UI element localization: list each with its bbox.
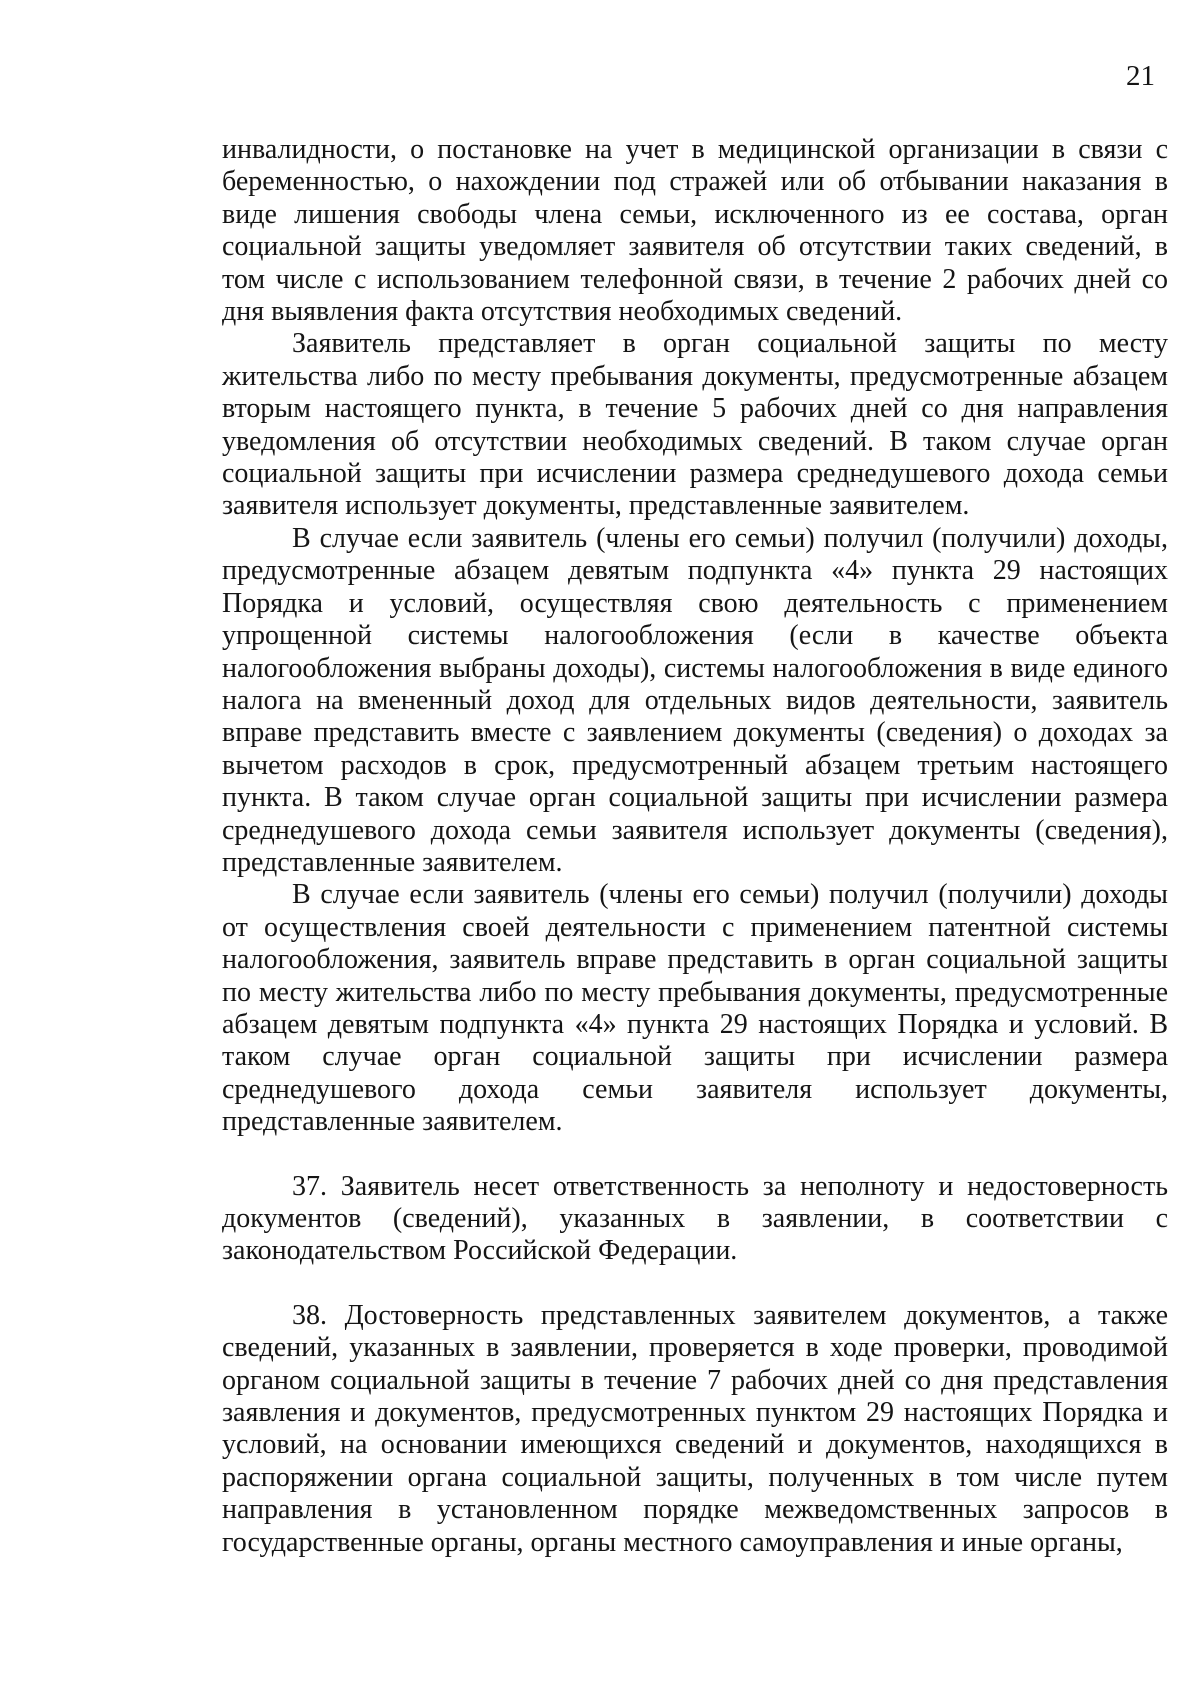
paragraph-patent-taxation: В случае если заявитель (члены его семьи) получил (получили) доходы от осуществления своей деятельности с применением патентной системы налогообложения, заявитель вправе представить в орган социальной защиты по месту жительства либо по месту пребывания документы, предусмотренные абзацем девятым подпункта «4» пункта 29 настоящих Порядка и условий. В таком случае орган социальной защиты при исчислении размера среднедушевого дохода семьи заявителя использует документы, представленные заявителем. <box>222 879 1168 1138</box>
paragraph-continuation: инвалидности, о постановке на учет в медицинской организации в связи с беременностью, о нахождении под стражей или об отбывании наказания в виде лишения свободы члена семьи, исключенного из ее состава, орган социальной защиты уведомляет заявителя об отсутствии таких сведений, в том числе с использованием телефонной связи, в течение 2 рабочих дней со дня выявления факта отсутствия необходимых сведений. <box>222 134 1168 328</box>
paragraph-simplified-taxation: В случае если заявитель (члены его семьи) получил (получили) доходы, предусмотренные абзацем девятым подпункта «4» пункта 29 настоящих Порядка и условий, осуществляя свою деятельность с применением упрощенной системы налогообложения (если в качестве объекта налогообложения выбраны доходы), системы налогообложения в виде единого налога на вмененный доход для отдельных видов деятельности, заявитель вправе представить вместе с заявлением документы (сведения) о доходах за вычетом расходов в срок, предусмотренный абзацем третьим настоящего пункта. В таком случае орган социальной защиты при исчислении размера среднедушевого дохода семьи заявителя использует документы (сведения), представленные заявителем. <box>222 522 1168 878</box>
body-text <box>222 134 1168 1559</box>
paragraph-applicant-submits: Заявитель представляет в орган социальной защиты по месту жительства либо по месту пребывания документы, предусмотренные абзацем вторым настоящего пункта, в течение 5 рабочих дней со дня направления уведомления об отсутствии необходимых сведений. В таком случае орган социальной защиты при исчислении размера среднедушевого дохода семьи заявителя использует документы, представленные заявителем. <box>222 328 1168 522</box>
page-number: 21 <box>1126 60 1155 92</box>
paragraph-item-38: 38. Достоверность представленных заявителем документов, а также сведений, указанных в заявлении, проверяется в ходе проверки, проводимой органом социальной защиты в течение 7 рабочих дней со дня представления заявления и документов, предусмотренных пунктом 29 настоящих Порядка и условий, на основании имеющихся сведений и документов, находящихся в распоряжении органа социальной защиты, полученных в том числе путем направления в установленном порядке межведомственных запросов в государственные органы, органы местного самоуправления и иные органы, <box>222 1299 1168 1558</box>
paragraph-item-37: 37. Заявитель несет ответственность за неполноту и недостоверность документов (сведений), указанных в заявлении, в соответствии с законодательством Российской Федерации. <box>222 1170 1168 1267</box>
